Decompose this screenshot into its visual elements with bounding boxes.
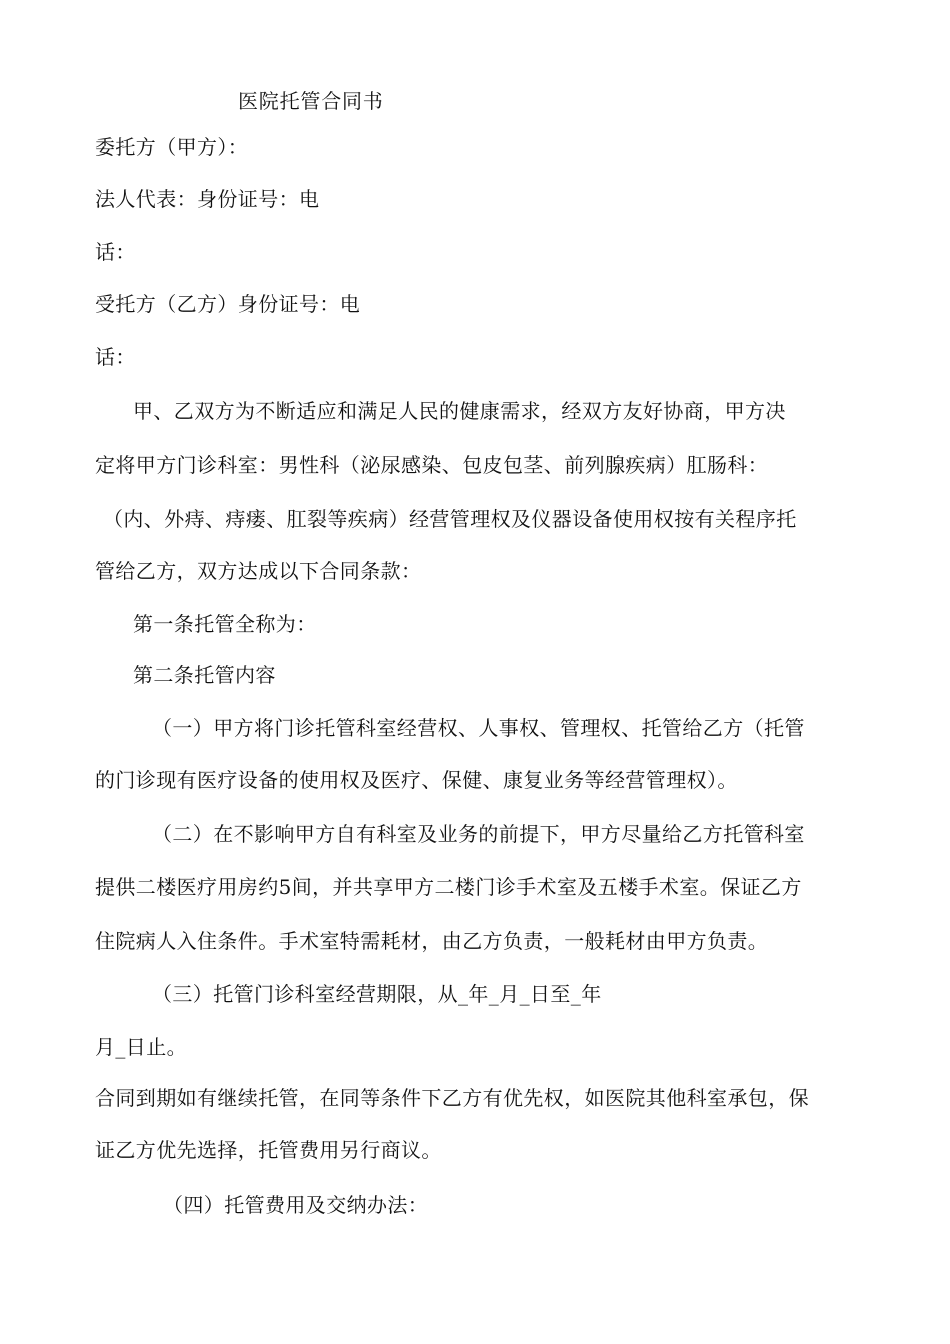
preamble-line-3: （内、外痔、痔瘘、肛裂等疾病）经营管理权及仪器设备使用权按有关程序托	[103, 507, 797, 531]
clause-one-line-2: 的门诊现有医疗设备的使用权及医疗、保健、康复业务等经营管理权）。	[95, 768, 738, 792]
client-party-line: 委托方（甲方）：	[95, 135, 249, 159]
article-two-heading: 第二条托管内容	[133, 663, 276, 687]
clause-four-heading: （四）托管费用及交纳办法：	[163, 1193, 429, 1217]
trustee-party-line: 受托方（乙方）身份证号：电	[95, 292, 361, 316]
clause-one-line-1: （一）甲方将门诊托管科室经营权、人事权、管理权、托管给乙方（托管	[152, 716, 805, 740]
phone-line-a: 话：	[95, 240, 136, 264]
clause-three-line-1: （三）托管门诊科室经营期限，从_年_月_日至_年	[152, 982, 602, 1006]
clause-two-line-1: （二）在不影响甲方自有科室及业务的前提下，甲方尽量给乙方托管科室	[152, 822, 805, 846]
renewal-line-2: 证乙方优先选择，托管费用另行商议。	[95, 1138, 442, 1162]
clause-three-line-2: 月_日止。	[95, 1035, 187, 1059]
article-one-heading: 第一条托管全称为：	[133, 612, 317, 636]
legal-representative-line: 法人代表：身份证号：电	[95, 187, 320, 211]
clause-two-line-3: 住院病人入住条件。手术室特需耗材，由乙方负责，一般耗材由甲方负责。	[95, 929, 769, 953]
preamble-line-1: 甲、乙双方为不断适应和满足人民的健康需求，经双方友好协商，甲方决	[133, 399, 786, 423]
renewal-line-1: 合同到期如有继续托管，在同等条件下乙方有优先权，如医院其他科室承包，保	[95, 1086, 809, 1110]
preamble-line-2: 定将甲方门诊科室：男性科（泌尿感染、包皮包茎、前列腺疾病）肛肠科：	[95, 453, 769, 477]
clause-two-line-2: 提供二楼医疗用房约5间，并共享甲方二楼门诊手术室及五楼手术室。保证乙方	[95, 875, 802, 899]
phone-line-b: 话：	[95, 345, 136, 369]
preamble-line-4: 管给乙方，双方达成以下合同条款：	[95, 559, 422, 583]
document-title: 医院托管合同书	[238, 89, 384, 113]
